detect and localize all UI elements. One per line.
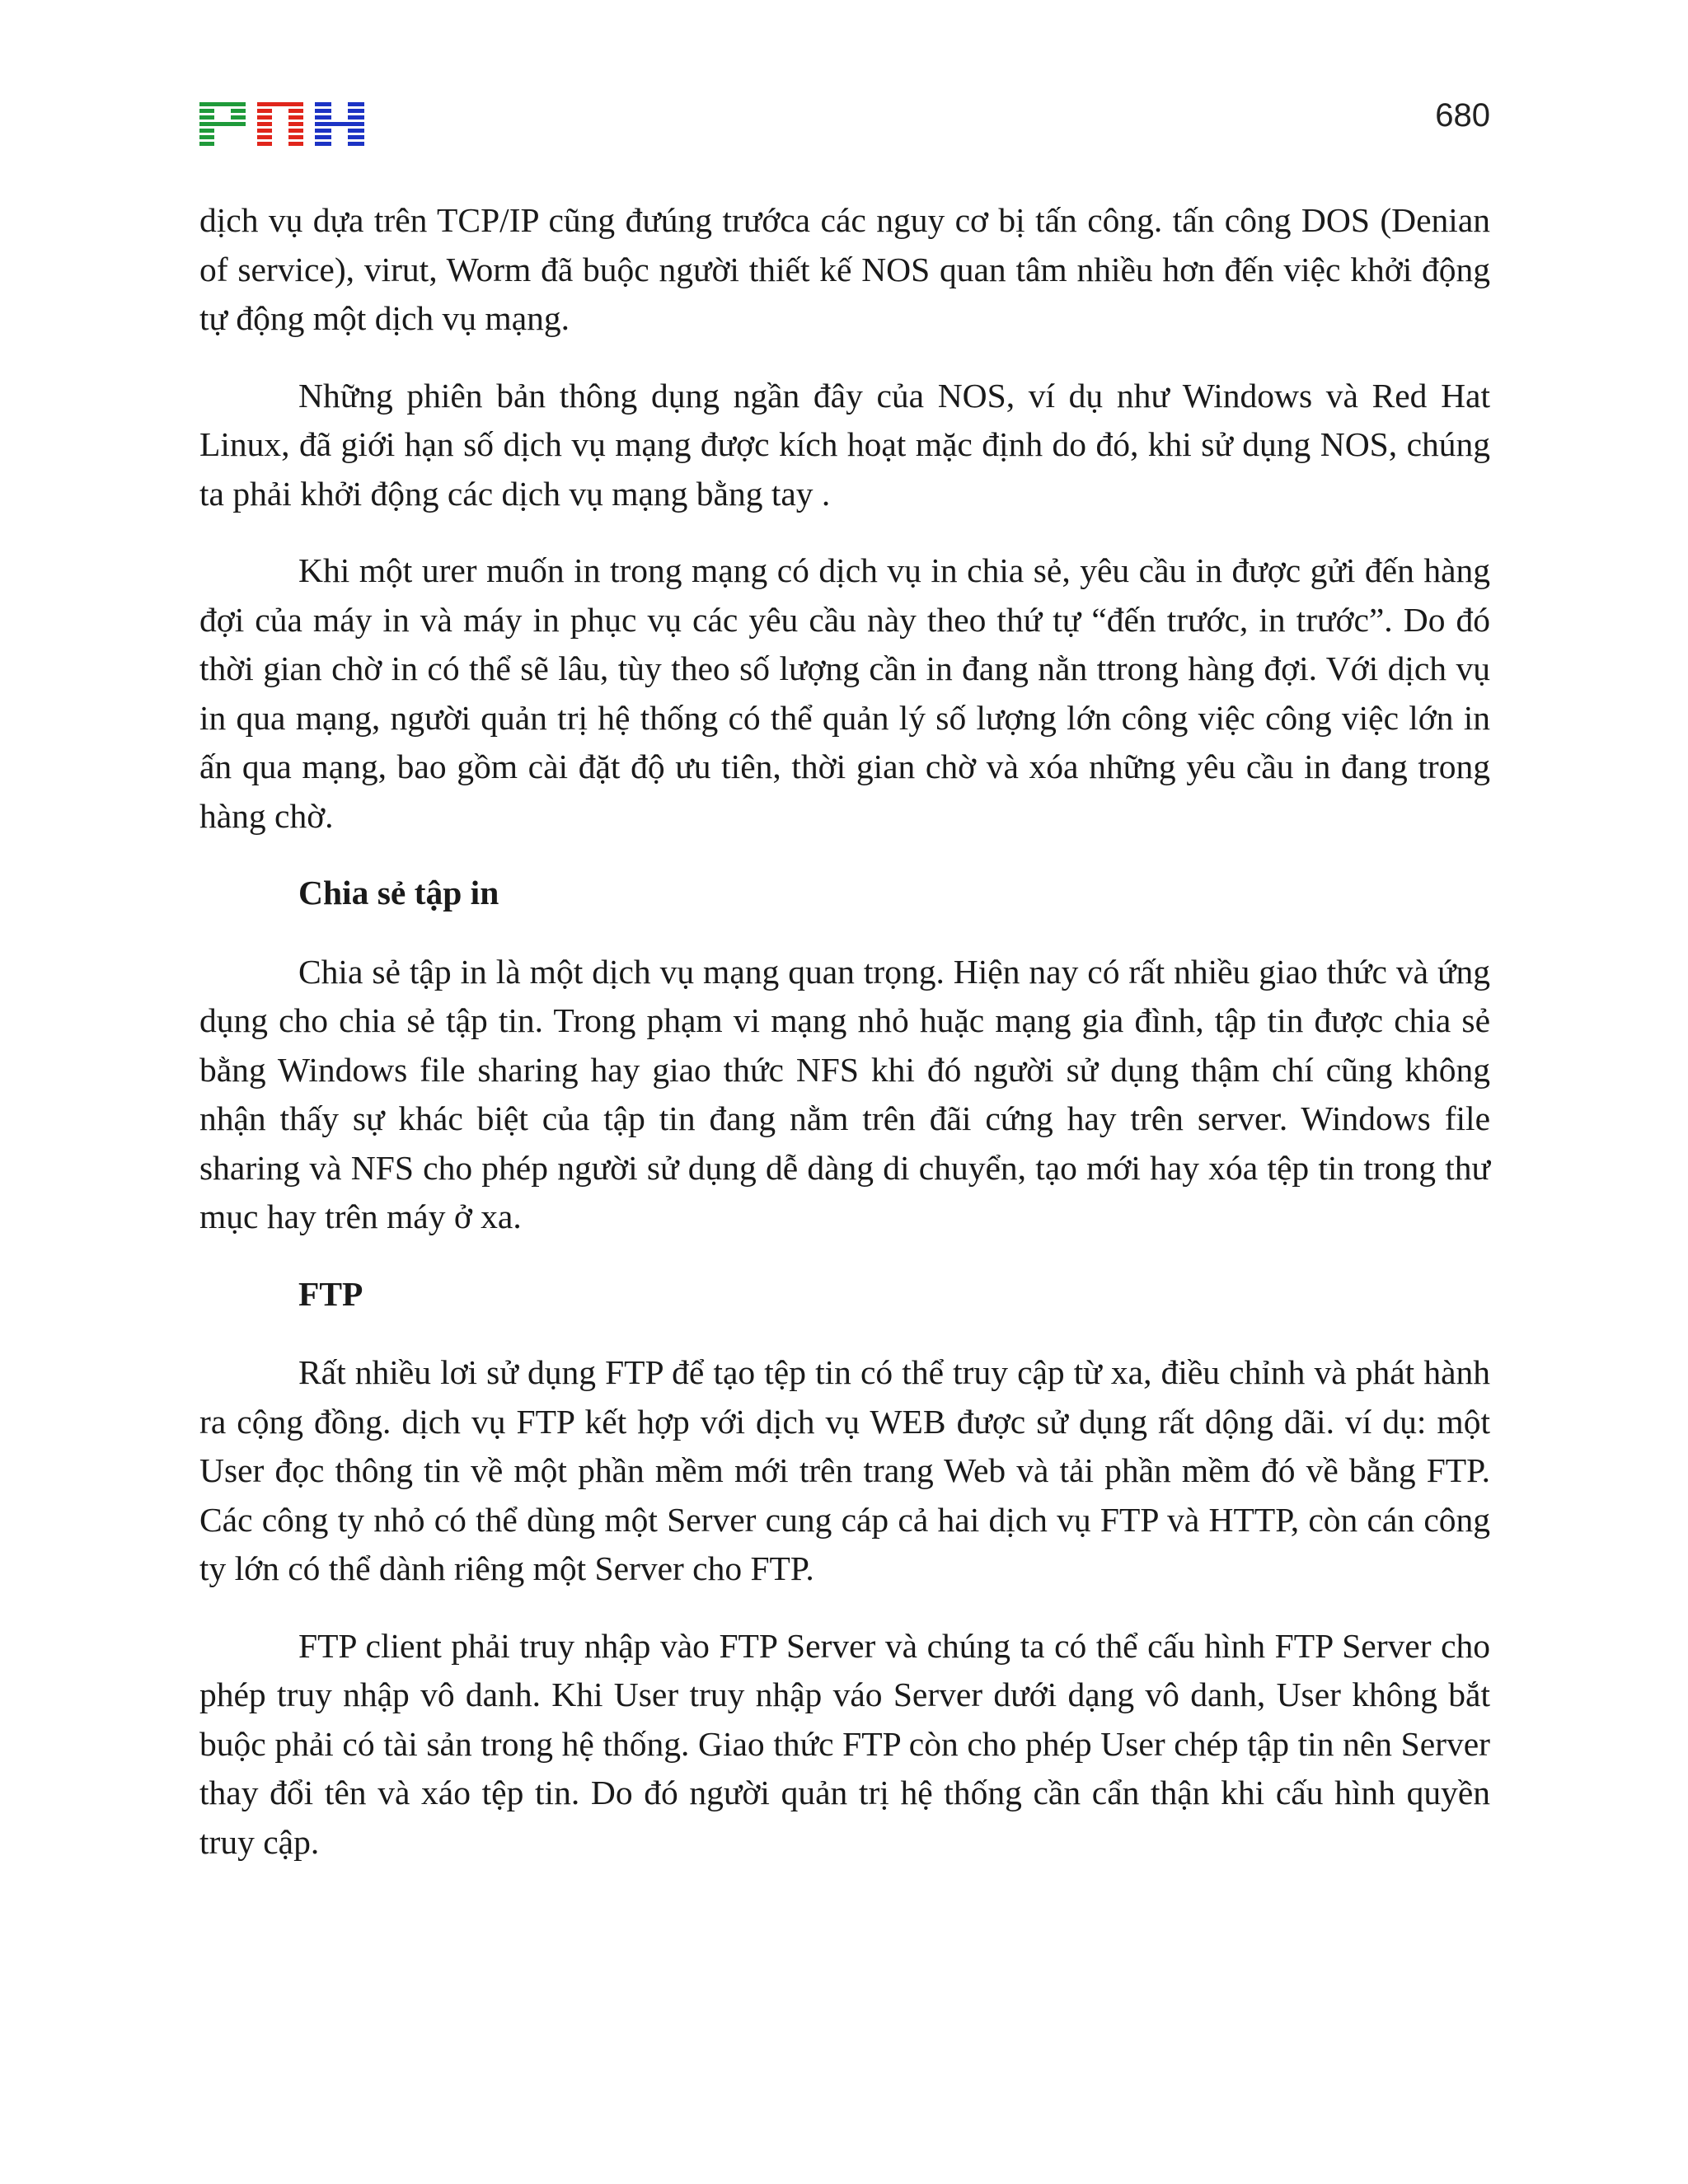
- paragraph-4: Chia sẻ tập in là một dịch vụ mạng quan trọng. Hiện nay có rất nhiều giao thức và ứng dụng cho chia sẻ tập tin. Trong phạm vi mạng nhỏ huặc mạng gia đình, tập tin được chia sẻ bằng Windows file sharing hay giao thức NFS khi đó người sử dụng thậm chí cũng không nhận thấy sự khác biệt của tập tin đang nằm trên đãi cứng hay trên server. Windows file sharing và NFS cho phép người sử dụng dễ dàng di chuyển, tạo mới hay xóa tệp tin trong thư mục hay trên máy ở xa.: [199, 952, 1490, 1235]
- paragraph-1: dịch vụ dựa trên TCP/IP cũng đưúng trướca các nguy cơ bị tấn công. tấn công DOS (Denian of service), virut, Worm đã buộc người thiết kế NOS quan tâm nhiều hơn đến việc khởi động tự động một dịch vụ mạng.: [199, 201, 1490, 337]
- paragraph-6: FTP client phải truy nhập vào FTP Server và chúng ta có thể cấu hình FTP Server cho phép truy nhập vô danh. Khi User truy nhập váo Server dưới dạng vô danh, User không bắt buộc phải có tài sản trong hệ thống. Giao thức FTP còn cho phép User chép tập tin nên Server thay đổi tên và xáo tệp tin. Do đó người quản trị hệ thống cần cẩn thận khi cấu hình quyền truy cập.: [199, 1626, 1490, 1861]
- body-text: [199, 196, 1490, 1895]
- paragraph-2: Những phiên bản thông dụng ngần đây của NOS, ví dụ như Windows và Red Hat Linux, đã giới hạn số dịch vụ mạng được kích hoạt mặc định do đó, khi sử dụng NOS, chúng ta phải khởi động các dịch vụ mạng bằng tay .: [199, 376, 1490, 513]
- pnh-logo: [199, 102, 364, 148]
- paragraph-3: Khi một urer muốn in trong mạng có dịch vụ in chia sẻ, yêu cầu in được gửi đến hàng đợi của máy in và máy in phục vụ các yêu cầu này theo thứ tự “đến trước, in trước”. Do đó thời gian chờ in có thể sẽ lâu, tùy theo số lượng cần in đang nằn ttrong hàng đợi. Với dịch vụ in qua mạng, người quản trị hệ thống có thể quản lý số lượng lớn công việc công việc lớn in ấn qua mạng, bao gồm cài đặt độ ưu tiên, thời gian chờ và xóa những yêu cầu in đang trong hàng chờ.: [199, 551, 1490, 835]
- section-heading-ftp: FTP: [298, 1274, 363, 1313]
- paragraph-5: Rất nhiều lơi sử dụng FTP để tạo tệp tin có thể truy cập từ xa, điều chỉnh và phát hành ra cộng đồng. dịch vụ FTP kết hợp với dịch vụ WEB được sử dụng rất dộng dãi. ví dụ: một User đọc thông tin về một phần mềm mới trên trang Web và tải phần mềm đó về bằng FTP. Các công ty nhỏ có thể dùng một Server cung cáp cả hai dịch vụ FTP và HTTP, còn cán công ty lớn có thể dành riêng một Server cho FTP.: [199, 1353, 1490, 1587]
- page-number: 680: [1435, 97, 1490, 134]
- section-heading-file-sharing: Chia sẻ tập in: [298, 874, 499, 912]
